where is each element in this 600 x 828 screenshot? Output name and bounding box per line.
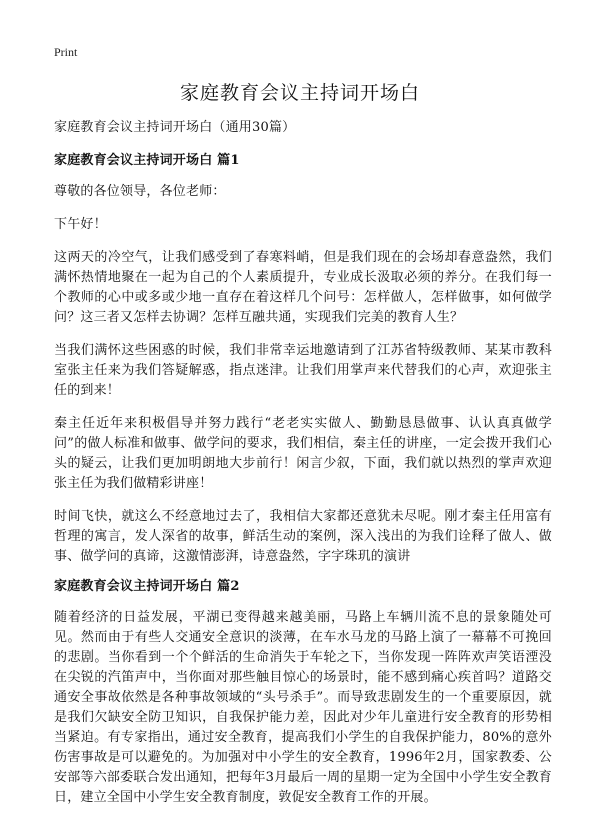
print-link[interactable]: Print — [54, 45, 78, 59]
paragraph: 时间飞快，就这么不经意地过去了，我相信大家都还意犹未尽呢。刚才秦主任用富有哲理的寓言，发人深省的故事，鲜活生动的案例，深入浅出的为我们诠释了做人、做事、做学问的真谛，这激情澎湃，诗意盎然，字字珠玑的演讲 — [54, 509, 552, 564]
paragraph: 当我们满怀这些困惑的时候，我们非常幸运地邀请到了江苏省特级教师、某某市教科室张主任来为我们答疑解惑，指点迷津。让我们用掌声来代替我们的心声，欢迎张主任的到来！ — [54, 343, 552, 398]
paragraph: 尊敬的各位领导，各位老师： — [54, 184, 226, 199]
section-heading-2: 家庭教育会议主持词开场白 篇2 — [54, 579, 240, 594]
paragraph: 下午好！ — [54, 217, 107, 232]
section-heading-1: 家庭教育会议主持词开场白 篇1 — [54, 153, 240, 168]
paragraph: 随着经济的日益发展，平湖已变得越来越美丽，马路上车辆川流不息的景象随处可见。然而由于有些人交通安全意识的淡薄，在车水马龙的马路上演了一幕幕不可挽回的悲剧。当你看到一个个鲜活的生命消失于车轮之下，当你发现一阵阵欢声笑语湮没在尖锐的汽笛声中，当你面对那些触目惊心的场景时，能不感到痛心疾首吗？道路交通安全事故依然是各种事故领域的“头号杀手”。而导致悲剧发生的一个重要原因，就是我们欠缺安全防卫知识，自我保护能力差，因此对少年儿童进行安全教育的形势相当紧迫。有专家指出，通过安全教育，提高我们小学生的自我保护能力，80%的意外伤害事故是可以避免的。为加强对中小学生的安全教育，1996年2月，国家教委、公安部等六部委联合发出通知，把每年3月最后一周的星期一定为全国中小学生安全教育日，建立全国中小学生安全教育制度，敦促安全教育工作的开展。 — [54, 610, 552, 805]
page-title: 家庭教育会议主持词开场白 — [179, 82, 420, 104]
paragraph: 这两天的冷空气，让我们感受到了春寒料峭，但是我们现在的会场却春意盎然，我们满怀热情地聚在一起为自己的个人素质提升，专业成长汲取必须的养分。在我们每一个教师的心中或多或少地一直存在着这样几个问号：怎样做人，怎样做事，如何做学问？这三者又怎样去协调？怎样互融共通，实现我们完美的教育人生？ — [54, 250, 552, 325]
paragraph: 秦主任近年来积极倡导并努力践行“老老实实做人、勤勤恳恳做事、认认真真做学问”的做人标准和做事、做学问的要求，我们相信，秦主任的讲座，一定会拨开我们心头的疑云，让我们更加明朗地大步前行！闲言少叙，下面，我们就以热烈的掌声欢迎张主任为我们做精彩讲座！ — [54, 416, 552, 491]
document-subtitle: 家庭教育会议主持词开场白（通用30篇） — [54, 120, 296, 135]
document-body — [54, 118, 552, 821]
